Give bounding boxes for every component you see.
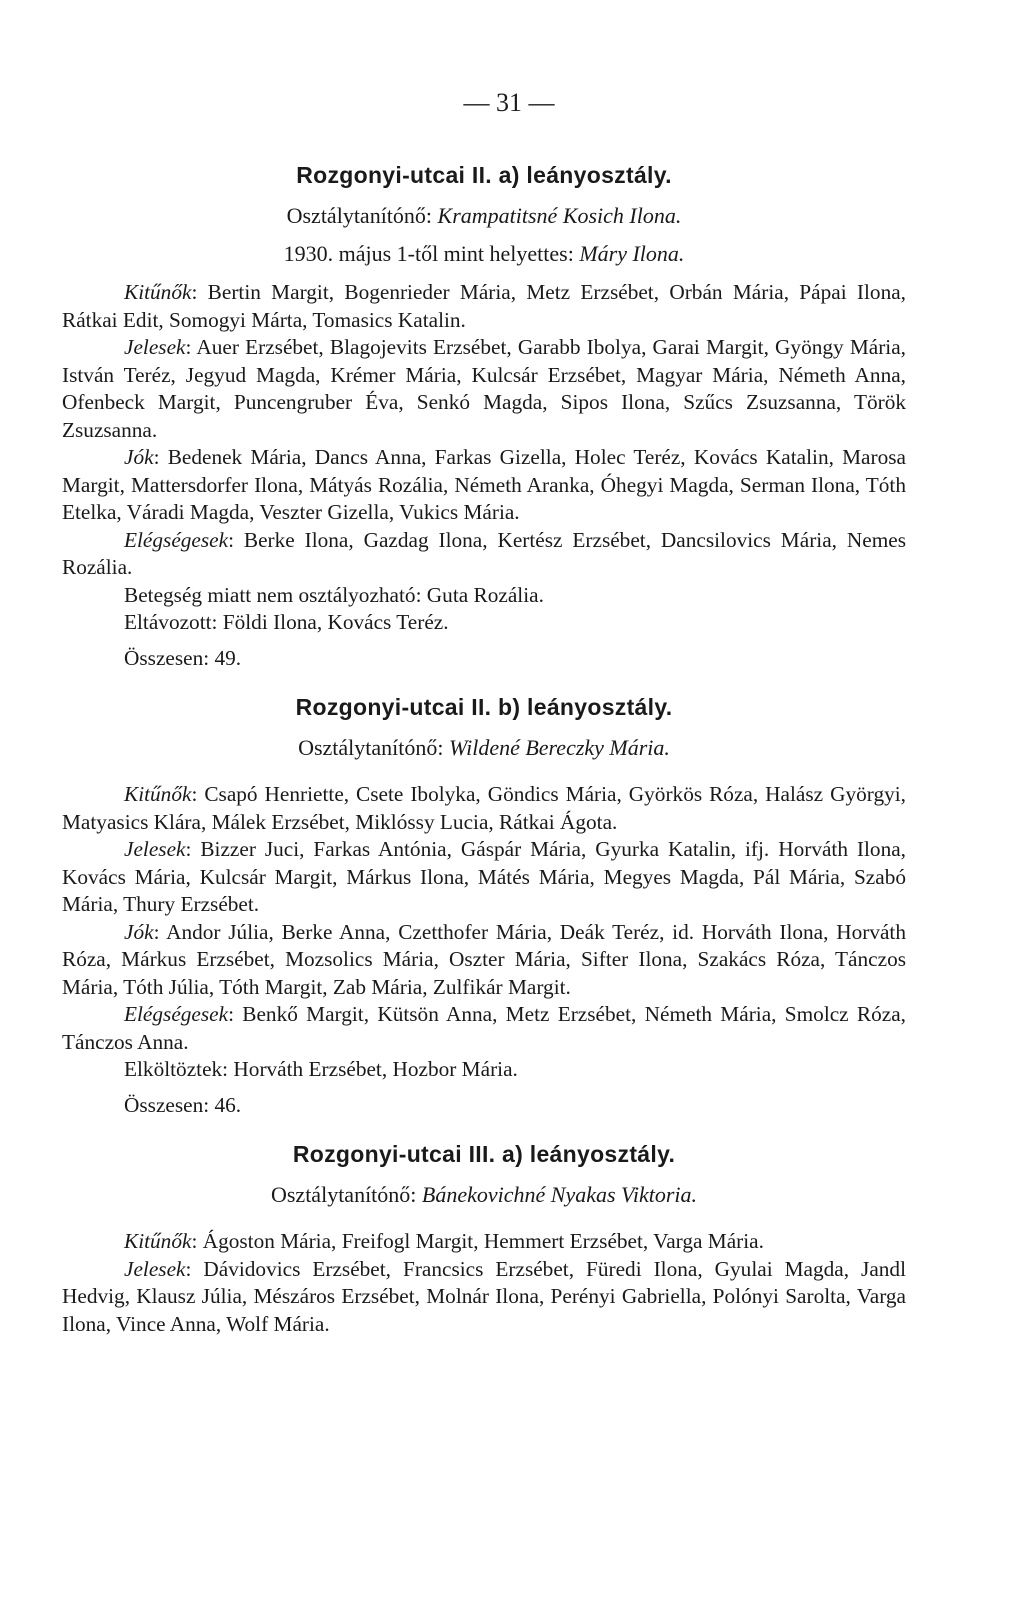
sick-line: Betegség miatt nem osztályozható: Guta Rozália. [124,582,544,607]
distinguished-text: Auer Erzsébet, Blagojevits Erzsébet, Garabb Ibolya, Garai Margit, Gyöngy Mária, István Teréz, Jegyud Magda, Krémer Mária, Kulcsár Erzsébet, Magyar Mária, Németh Anna, Ofenbeck Margit, Puncengruber Éva, Senkó Magda, Sipos Ilona, Szűcs Zsuzsanna, Török Zsuzsanna. [62,335,906,442]
excellent-label: Kitűnők [124,1229,192,1253]
section-title: Rozgonyi-utcai II. b) leányosztály. [295,694,673,720]
left-line: Eltávozott: Földi Ilona, Kovács Teréz. [124,610,449,634]
class-section-2a [62,162,906,672]
sufficient-label: Elégségesek [124,1002,229,1026]
substitute-line [62,241,906,267]
substitute-label: 1930. május 1-től mint helyettes: [283,241,574,266]
section-title: Rozgonyi-utcai III. a) leányosztály. [292,1141,676,1167]
distinguished-label: Jelesek [124,1256,186,1281]
good-label: Jók [124,445,154,469]
class-section-2b [62,694,906,1119]
teacher-name: Wildené Bereczky Mária. [448,735,670,760]
teacher-line [62,203,906,229]
good-text: Andor Júlia, Berke Anna, Czetthofer Mária, Deák Teréz, id. Horváth Ilona, Horváth Róza, Márkus Erzsébet, Mozsolics Mária, Oszter Mária, Sifter Ilona, Szakács Róza, Tánczos Mária, Tóth Júlia, Tóth Margit, Zab Mária, Zulfikár Margit. [62,919,906,999]
total-line: Összesen: 49. [124,645,242,670]
distinguished-paragraph: Jelesek: Dávidovics Erzsébet, Francsics Erzsébet, Füredi Ilona, Gyulai Magda, Jandl Hedvig, Klausz Júlia, Mészáros Erzsébet, Molnár Ilona, Perényi Gabriella, Polónyi Sarolta, Varga Ilona, Vince Anna, Wolf Mária. [62,1256,906,1336]
distinguished-label: Jelesek [124,335,186,359]
distinguished-paragraph: Jelesek: Auer Erzsébet, Blagojevits Erzsébet, Garabb Ibolya, Garai Margit, Gyöngy Mária, István Teréz, Jegyud Magda, Krémer Mária, Kulcsár Erzsébet, Magyar Mária, Németh Anna, Ofenbeck Margit, Puncengruber Éva, Senkó Magda, Sipos Ilona, Szűcs Zsuzsanna, Török Zsuzsanna. [62,335,906,442]
excellent-text: Ágoston Mária, Freifogl Margit, Hemmert Erzsébet, Varga Mária. [202,1229,764,1253]
sufficient-paragraph: Elégségesek: Benkő Margit, Kütsön Anna, Metz Erzsébet, Németh Mária, Smolcz Róza, Tánczos Anna. [62,1002,906,1054]
excellent-label: Kitűnők [124,782,192,806]
good-paragraph: Jók: Bedenek Mária, Dancs Anna, Farkas Gizella, Holec Teréz, Kovács Katalin, Marosa Margit, Mattersdorfer Ilona, Mátyás Rozália, Németh Aranka, Óhegyi Magda, Serman Ilona, Tóth Etelka, Váradi Magda, Veszter Gizella, Vukics Mária. [62,445,906,524]
section-title: Rozgonyi-utcai II. a) leányosztály. [296,162,672,188]
teacher-label: Osztálytanítónő: [270,1182,417,1207]
excellent-paragraph: Kitűnők: Bertin Margit, Bogenrieder Mária, Metz Erzsébet, Orbán Mária, Pápai Ilona, Rátkai Edit, Somogyi Márta, Tomasics Katalin. [62,280,906,332]
distinguished-text: Dávidovics Erzsébet, Francsics Erzsébet, Füredi Ilona, Gyulai Magda, Jandl Hedvig, Klausz Júlia, Mészáros Erzsébet, Molnár Ilona, Perényi Gabriella, Polónyi Sarolta, Varga Ilona, Vince Anna, Wolf Mária. [62,1256,906,1336]
good-text: Bedenek Mária, Dancs Anna, Farkas Gizella, Holec Teréz, Kovács Katalin, Marosa Margit, Mattersdorfer Ilona, Mátyás Rozália, Németh Aranka, Óhegyi Magda, Serman Ilona, Tóth Etelka, Váradi Magda, Veszter Gizella, Vukics Mária. [62,445,906,524]
substitute-name: Máry Ilona. [579,241,685,266]
left-line: Elköltöztek: Horváth Erzsébet, Hozbor Mária. [124,1057,518,1081]
excellent-paragraph: Kitűnők: Ágoston Mária, Freifogl Margit, Hemmert Erzsébet, Varga Mária. [124,1229,764,1253]
class-section-3a [62,1141,906,1338]
teacher-name: Bánekovichné Nyakas Viktoria. [421,1182,698,1207]
distinguished-text: Bizzer Juci, Farkas Antónia, Gáspár Mária, Gyurka Katalin, ifj. Horváth Ilona, Kovács Mária, Kulcsár Margit, Márkus Ilona, Mátés Mária, Megyes Magda, Pál Mária, Szabó Mária, Thury Erzsébet. [62,837,907,916]
teacher-line [62,1182,906,1208]
teacher-line [62,735,906,761]
sufficient-paragraph: Elégségesek: Berke Ilona, Gazdag Ilona, Kertész Erzsébet, Dancsilovics Mária, Nemes Rozália. [62,527,906,579]
sufficient-text: Berke Ilona, Gazdag Ilona, Kertész Erzsébet, Dancsilovics Mária, Nemes Rozália. [62,527,906,579]
excellent-text: Bertin Margit, Bogenrieder Mária, Metz Erzsébet, Orbán Mária, Pápai Ilona, Rátkai Edit, Somogyi Márta, Tomasics Katalin. [62,280,906,332]
teacher-name: Krampatitsné Kosich Ilona. [437,203,682,228]
distinguished-label: Jelesek [124,837,186,861]
excellent-text: Csapó Henriette, Csete Ibolyka, Göndics Mária, Györkös Róza, Halász Györgyi, Matyasics Klára, Málek Erzsébet, Miklóssy Lucia, Rátkai Ágota. [62,782,906,834]
excellent-paragraph: Kitűnők: Csapó Henriette, Csete Ibolyka, Göndics Mária, Györkös Róza, Halász Györgyi, Matyasics Klára, Málek Erzsébet, Miklóssy Lucia, Rátkai Ágota. [62,782,906,834]
total-line: Összesen: 46. [124,1092,242,1117]
teacher-label: Osztálytanítónő: [286,203,433,228]
distinguished-paragraph: Jelesek: Bizzer Juci, Farkas Antónia, Gáspár Mária, Gyurka Katalin, ifj. Horváth Ilona, Kovács Mária, Kulcsár Margit, Márkus Ilona, Mátés Mária, Megyes Magda, Pál Mária, Szabó Mária, Thury Erzsébet. [62,837,907,916]
sufficient-label: Elégségesek [124,527,229,552]
excellent-label: Kitűnők [124,280,192,304]
page-number: — 31 — [463,88,555,117]
sufficient-text: Benkő Margit, Kütsön Anna, Metz Erzsébet, Németh Mária, Smolcz Róza, Tánczos Anna. [62,1002,906,1054]
good-paragraph: Jók: Andor Júlia, Berke Anna, Czetthofer Mária, Deák Teréz, id. Horváth Ilona, Horváth Róza, Márkus Erzsébet, Mozsolics Mária, Oszter Mária, Sifter Ilona, Szakács Róza, Tánczos Mária, Tóth Júlia, Tóth Margit, Zab Mária, Zulfikár Margit. [62,919,906,999]
teacher-label: Osztálytanítónő: [298,735,444,760]
good-label: Jók [124,919,154,944]
